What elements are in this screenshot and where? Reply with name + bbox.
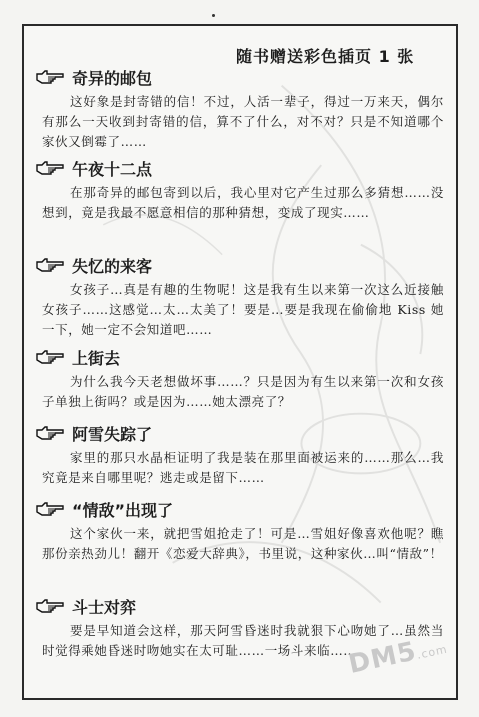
section-title-text: 午夜十二点: [72, 159, 153, 179]
section-title: [36, 346, 448, 368]
section-3: [36, 254, 448, 340]
section-4: [36, 346, 448, 412]
section-title-text: 奇异的邮包: [72, 68, 153, 88]
section-title-text: “情敌”出现了: [72, 500, 174, 520]
section-title-text: 阿雪失踪了: [72, 424, 153, 444]
section-text: 为什么我今天老想做坏事……？只是因为有生以来第一次和女孩子单独上街吗？或是因为……她太漂亮了？: [42, 374, 444, 409]
pointing-hand-icon: [36, 502, 64, 516]
section-6: [36, 498, 448, 564]
section-2: [36, 157, 448, 223]
section-title: [36, 498, 448, 520]
catalog-page: [22, 24, 458, 700]
section-title: [36, 157, 448, 179]
section-text: 家里的那只水晶柜证明了我是装在那里面被运来的……那么…我究竟是来自哪里呢？逃走或是留下……: [42, 450, 444, 485]
section-text: 女孩子…真是有趣的生物呢！这是我有生以来第一次这么近接触女孩子……这感觉…太…太美了！要是…要是我现在偷偷地 Kiss 她一下，她一定不会知道吧……: [42, 282, 444, 337]
section-title: [36, 254, 448, 276]
section-5: [36, 422, 448, 488]
section-title: [36, 595, 448, 617]
pointing-hand-icon: [36, 426, 64, 440]
pointing-hand-icon: [36, 599, 64, 613]
section-text: 这个家伙一来，就把雪姐抢走了！可是…雪姐好像喜欢他呢？瞧那份亲热劲儿！翻开《恋爱大辞典》，书里说，这种家伙…叫“情敌”！: [42, 526, 444, 561]
pointing-hand-icon: [36, 258, 64, 272]
section-text: 要是早知道会这样，那天阿雪昏迷时我就狠下心吻她了…虽然当时觉得乘她昏迷时吻她实在太可耻……一场斗来临……: [42, 623, 444, 658]
page-dot: [212, 14, 215, 17]
section-title-text: 斗士对弈: [72, 597, 137, 617]
pointing-hand-icon: [36, 350, 64, 364]
section-text: 这好象是封寄错的信！不过，人活一辈子，得过一万来天，偶尔有那么一天收到封寄错的信，算不了什么，对不对？只是不知道哪个家伙又倒霉了……: [42, 94, 444, 149]
section-title: [36, 422, 448, 444]
section-1: [36, 66, 448, 152]
watermark-main: DM5: [346, 636, 420, 681]
section-title-text: 失忆的来客: [72, 256, 153, 276]
section-title: [36, 66, 448, 88]
pointing-hand-icon: [36, 70, 64, 84]
section-title-text: 上街去: [72, 348, 121, 368]
pointing-hand-icon: [36, 161, 64, 175]
page-header: 随书赠送彩色插页 1 张: [236, 47, 415, 66]
watermark-sub: .com: [416, 642, 450, 662]
section-text: 在那奇异的邮包寄到以后，我心里对它产生过那么多猜想……没想到，竟是我最不愿意相信的那种猜想，变成了现实……: [42, 185, 444, 220]
